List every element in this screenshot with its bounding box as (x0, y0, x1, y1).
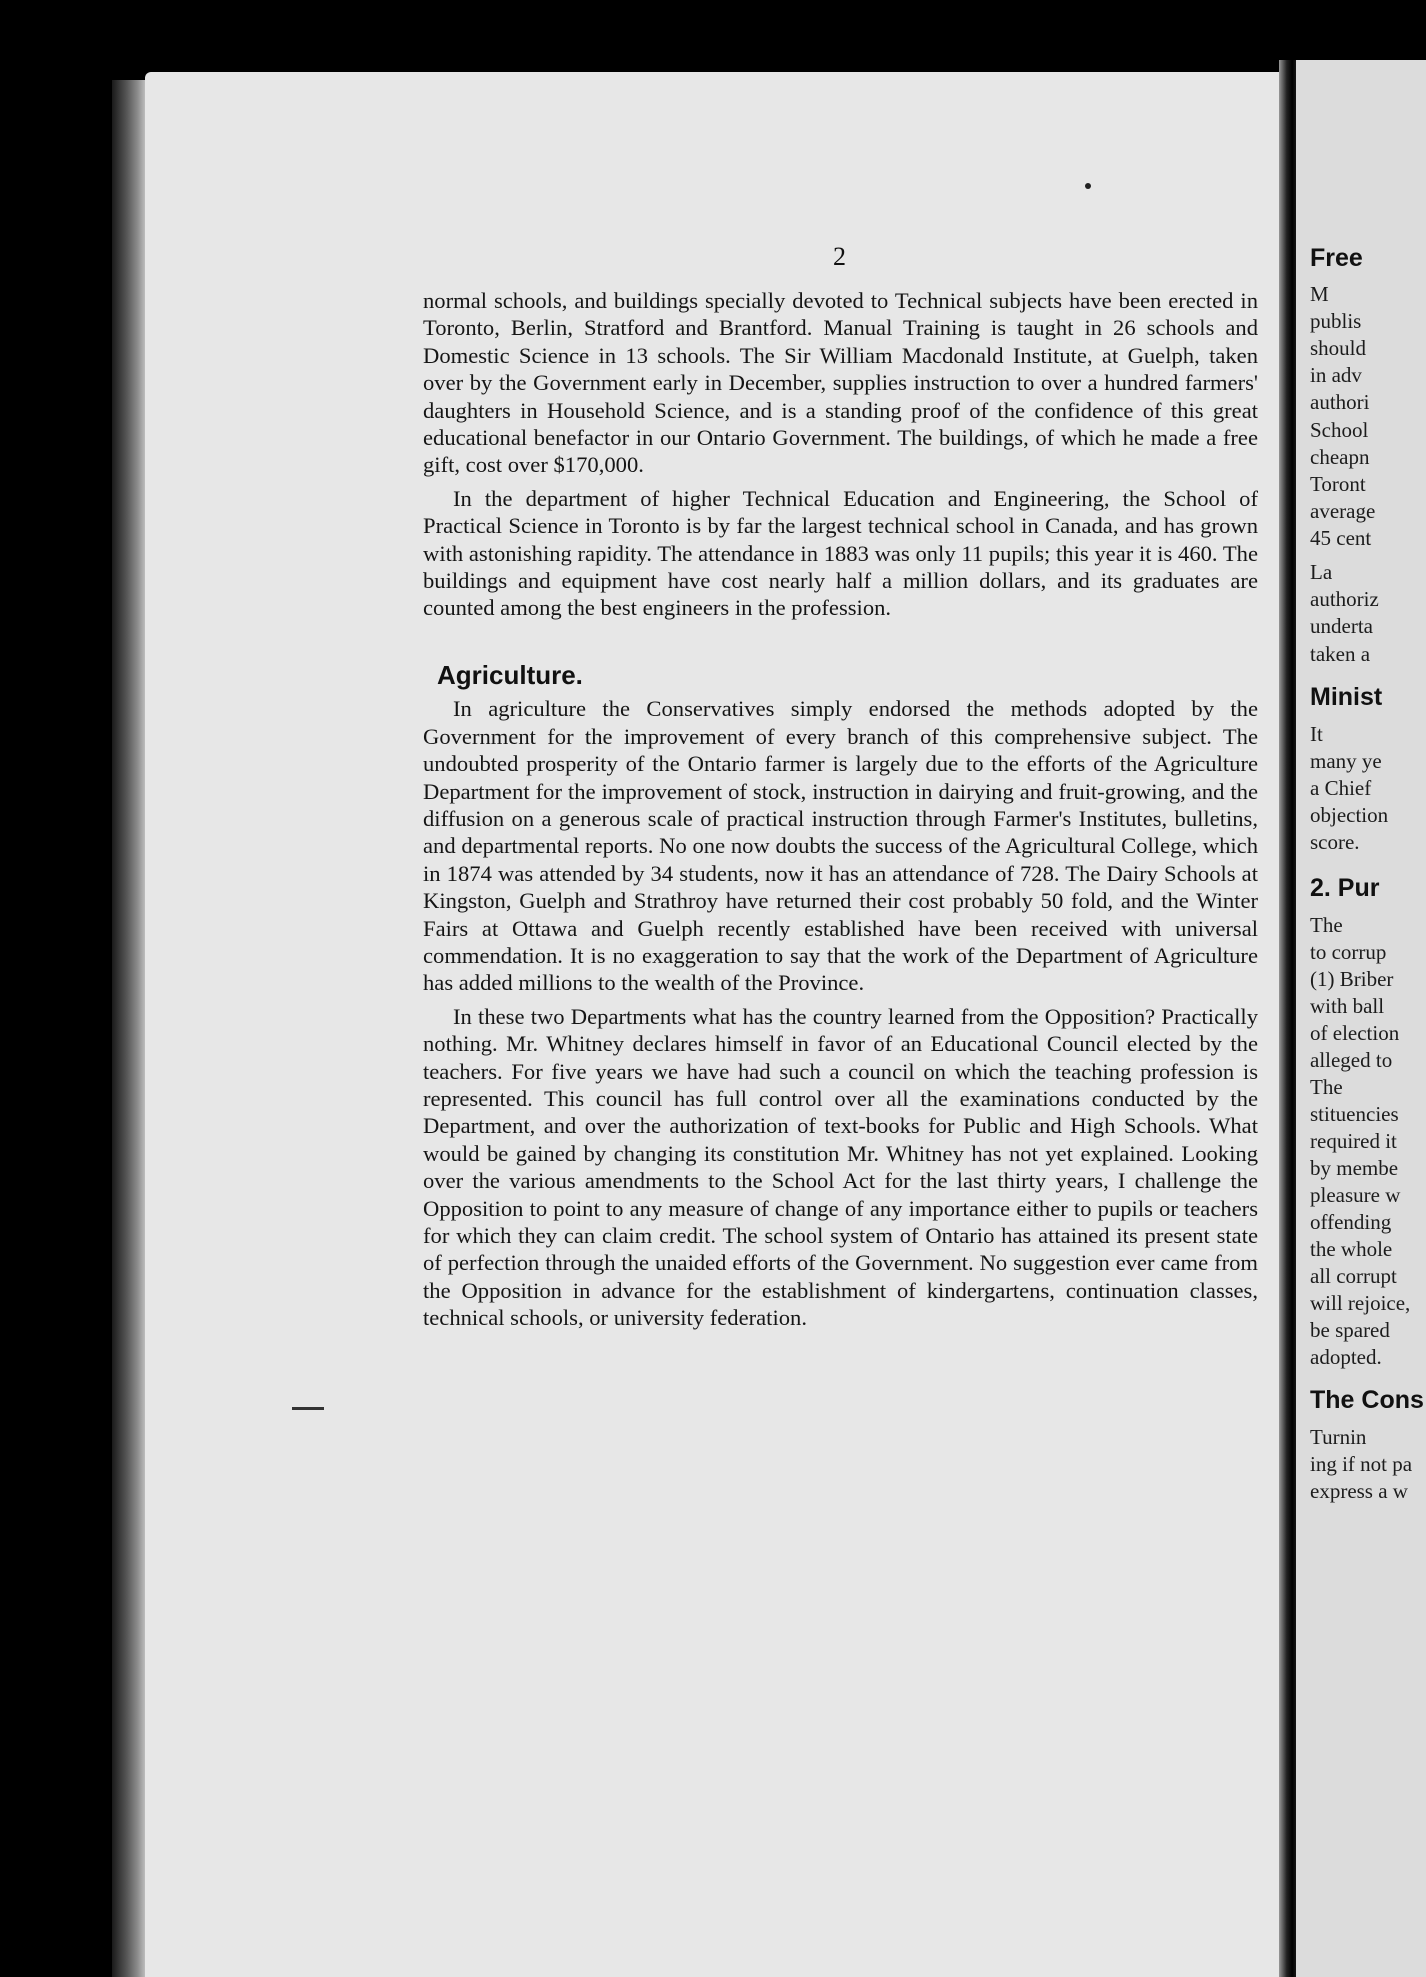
paragraph-higher-technical: In the department of higher Technical Education and Engineering, the School of Practical Science in Toronto is by far the largest technical school in Canada, and has grown with astonishing rapidity. The attendance in 1883 was only 11 pupils; this year it is 460. The buildings and equipment have cost nearly half a million dollars, and its graduates are counted among the best engineers in the profession. (423, 485, 1258, 621)
facing-page-line: 45 cent (1310, 526, 1372, 550)
facing-page-line: alleged to (1310, 1048, 1393, 1072)
facing-page-line: with ball (1310, 994, 1385, 1018)
facing-page-line: pleasure w (1310, 1183, 1401, 1207)
text-column (423, 287, 1258, 1332)
facing-page-line: School (1310, 418, 1369, 442)
facing-page-line: publis (1310, 309, 1362, 333)
facing-page-line: It (1310, 722, 1323, 746)
facing-page-line: a Chief (1310, 776, 1372, 800)
facing-page-line: express a w (1310, 1479, 1408, 1503)
facing-page-line: the whole (1310, 1237, 1393, 1261)
facing-page-line: stituencies (1310, 1102, 1399, 1126)
facing-page-line: (1) Briber (1310, 967, 1394, 991)
facing-page-line: underta (1310, 614, 1373, 638)
facing-page-line: offending (1310, 1210, 1392, 1234)
page-number: 2 (833, 242, 846, 271)
facing-page-fragment (1296, 60, 1426, 1977)
paragraph-technical-schools: normal schools, and buildings specially devoted to Technical subjects have been erected in Toronto, Berlin, Stratford and Brantford. Manual Training is taught in 26 schools and Domestic Science in 13 schools. The Sir William Macdonald Institute, at Guelph, taken over by the Government early in December, supplies instruction to over a hundred farmers' daughters in Household Science, and is a standing proof of the confidence of this great educational benefactor in our Ontario Government. The buildings, of which he made a free gift, cost over $170,000. (423, 288, 1258, 478)
facing-page-line: objection (1310, 803, 1389, 827)
facing-page-heading: Free (1310, 244, 1363, 272)
ink-speck (1085, 183, 1091, 189)
facing-page-line: authori (1310, 390, 1370, 414)
facing-page-line: The (1310, 913, 1343, 937)
facing-page-heading: 2. Pur (1310, 874, 1380, 902)
facing-page-line: all corrupt (1310, 1264, 1397, 1288)
paragraph-agriculture: In agriculture the Conservatives simply endorsed the methods adopted by the Government for the improvement of every branch of this comprehensive subject. The undoubted prosperity of the Ontario farmer is largely due to the efforts of the Agriculture Department for the improvement of stock, instruction in dairying and fruit-growing, and the diffusion on a generous scale of practical instruction through Farmer's Institutes, bulletins, and departmental reports. No one now doubts the success of the Agricultural College, which in 1874 was attended by 34 students, now it has an attendance of 728. The Dairy Schools at Kingston, Guelph and Strathroy have returned their cost probably 50 fold, and the Winter Fairs at Ottawa and Guelph recently established have been received with universal commendation. It is no exaggeration to say that the work of the Department of Agriculture has added millions to the wealth of the Province. (423, 696, 1258, 996)
facing-page-line: will rejoice, (1310, 1291, 1411, 1315)
facing-page-line: should (1310, 336, 1367, 360)
margin-mark (292, 1407, 324, 1410)
facing-page-line: Turnin (1310, 1425, 1367, 1449)
facing-page-line: cheapn (1310, 445, 1370, 469)
facing-page-line: of election (1310, 1021, 1400, 1045)
facing-page-heading: The Cons (1310, 1386, 1424, 1414)
facing-page-line: Toront (1310, 472, 1366, 496)
paragraph-opposition: In these two Departments what has the country learned from the Opposition? Practically nothing. Mr. Whitney declares himself in favor of an Educational Council elected by the teachers. For five years we have had such a council on which the teaching profession is represented. This council has full control over all the examinations conducted by the Department, and over the authorization of text-books for Public and High Schools. What would be gained by changing its constitution Mr. Whitney has not yet explained. Looking over the various amendments to the School Act for the last thirty years, I challenge the Opposition to point to any measure of change of any importance either to pupils or teachers for which they can claim credit. The school system of Ontario has attained its present state of perfection through the unaided efforts of the Government. No suggestion ever came from the Opposition in advance for the establishment of kindergartens, continuation classes, technical schools, or university federation. (423, 1003, 1258, 1331)
section-heading-agriculture: Agriculture. (437, 659, 583, 690)
facing-page-line: authoriz (1310, 587, 1379, 611)
facing-page-line: by membe (1310, 1156, 1399, 1180)
facing-page-line: many ye (1310, 749, 1382, 773)
facing-page-line: to corrup (1310, 940, 1387, 964)
facing-page-line: M (1310, 282, 1329, 306)
facing-page-line: be spared (1310, 1318, 1390, 1342)
facing-page-line: La (1310, 560, 1333, 584)
facing-page-line: required it (1310, 1129, 1397, 1153)
facing-page-line: The (1310, 1075, 1343, 1099)
facing-page-line: ing if not pa (1310, 1452, 1413, 1476)
book-spine-edge (112, 80, 148, 1977)
facing-page-line: in adv (1310, 363, 1362, 387)
facing-page-line: average (1310, 499, 1376, 523)
facing-page-line: taken a (1310, 642, 1371, 666)
facing-page-heading: Minist (1310, 683, 1383, 711)
facing-page-line: score. (1310, 830, 1360, 854)
facing-page-line: adopted. (1310, 1345, 1382, 1369)
